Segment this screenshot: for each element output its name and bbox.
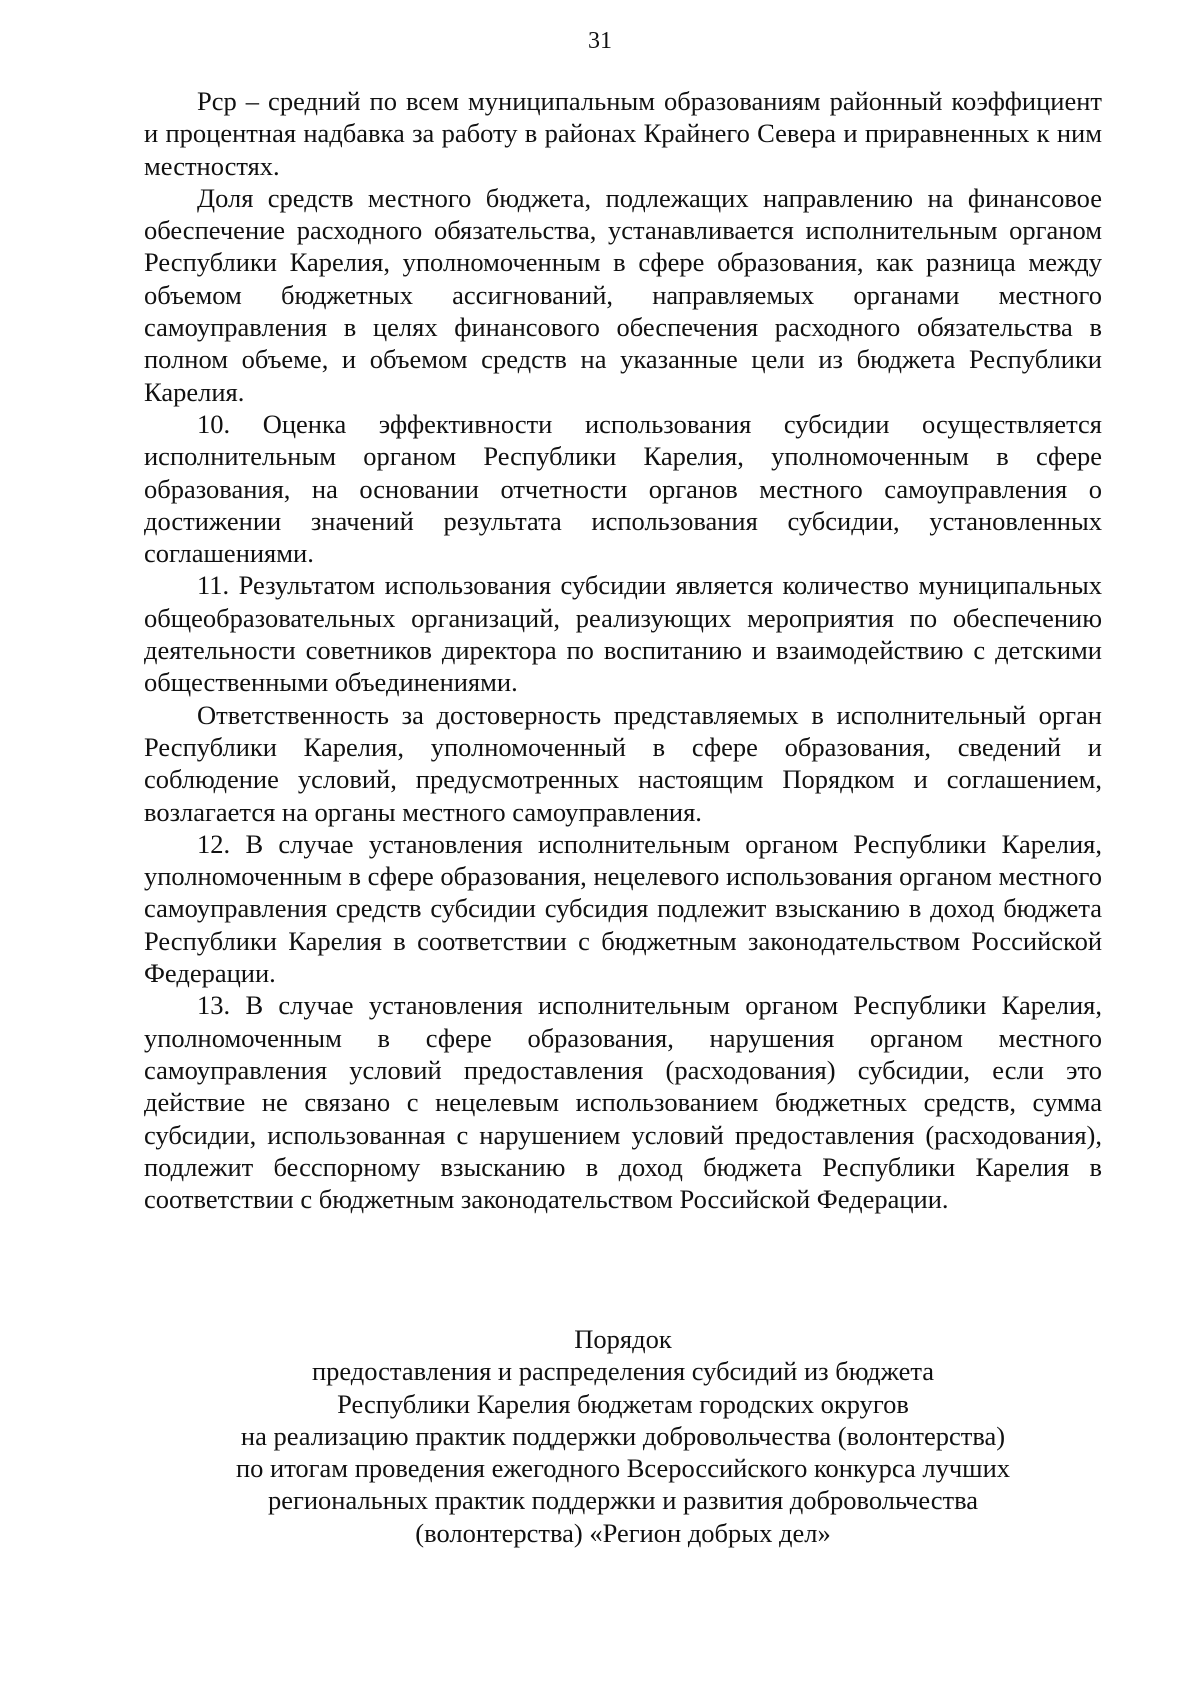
section-subtitle-line: региональных практик поддержки и развития добровольчества (267, 1485, 979, 1516)
section-subtitle-line: по итогам проведения ежегодного Всероссийского конкурса лучших (235, 1453, 1011, 1484)
section-subtitle-line: (волонтерства) «Регион добрых дел» (415, 1517, 831, 1548)
section-subtitle-line: предоставления и распределения субсидий из бюджета (311, 1356, 935, 1387)
page-number: 31 (588, 28, 612, 54)
section-subtitle-line: на реализацию практик поддержки добровольчества (волонтерства) (240, 1420, 1006, 1451)
paragraph-local-budget-share: Доля средств местного бюджета, подлежащих направлению на финансовое обеспечение расходного обязательства, устанавливается исполнительным органом Республики Карелия, уполномоченным в сфере образования, как разница между объемом бюджетных ассигнований, направляемых органами местного самоуправления в целях финансового обеспечения расходного обязательства в полном объеме, и объемом средств на указанные цели из бюджета Республики Карелия. (144, 182, 1102, 407)
paragraph-rsr-definition: Рср – средний по всем муниципальным образованиям районный коэффициент и процентная надбавка за работу в районах Крайнего Севера и приравненных к ним местностях. (144, 86, 1102, 181)
paragraph-item-11: 11. Результатом использования субсидии является количество муниципальных общеобразовательных организаций, реализующих мероприятия по обеспечению деятельности советников директора по воспитанию и взаимодействию с детскими общественными объединениями. (144, 570, 1102, 698)
paragraph-item-12: 12. В случае установления исполнительным органом Республики Карелия, уполномоченным в сфере образования, нецелевого использования органом местного самоуправления средств субсидии субсидия подлежит взысканию в доход бюджета Республики Карелия в соответствии с бюджетным законодательством Российской Федерации. (144, 828, 1102, 989)
section-subtitle-line: Республики Карелия бюджетам городских округов (337, 1388, 909, 1419)
section-heading: Порядок (574, 1324, 672, 1354)
section-title (144, 1323, 1102, 1549)
paragraph-responsibility: Ответственность за достоверность представляемых в исполнительный орган Республики Карелия, уполномоченный в сфере образования, сведений и соблюдение условий, предусмотренных настоящим Порядком и соглашением, возлагается на органы местного самоуправления. (144, 699, 1102, 827)
document-body (144, 85, 1102, 1215)
paragraph-item-13: 13. В случае установления исполнительным органом Республики Карелия, уполномоченным в сфере образования, нарушения органом местного самоуправления условий предоставления (расходования) субсидии, если это действие не связано с нецелевым использованием бюджетных средств, сумма субсидии, использованная с нарушением условий предоставления (расходования), подлежит бесспорному взысканию в доход бюджета Республики Карелия в соответствии с бюджетным законодательством Российской Федерации. (144, 990, 1102, 1215)
paragraph-item-10: 10. Оценка эффективности использования субсидии осуществляется исполнительным органом Республики Карелия, уполномоченным в сфере образования, на основании отчетности органов местного самоуправления о достижении значений результата использования субсидии, установленных соглашениями. (144, 408, 1102, 569)
